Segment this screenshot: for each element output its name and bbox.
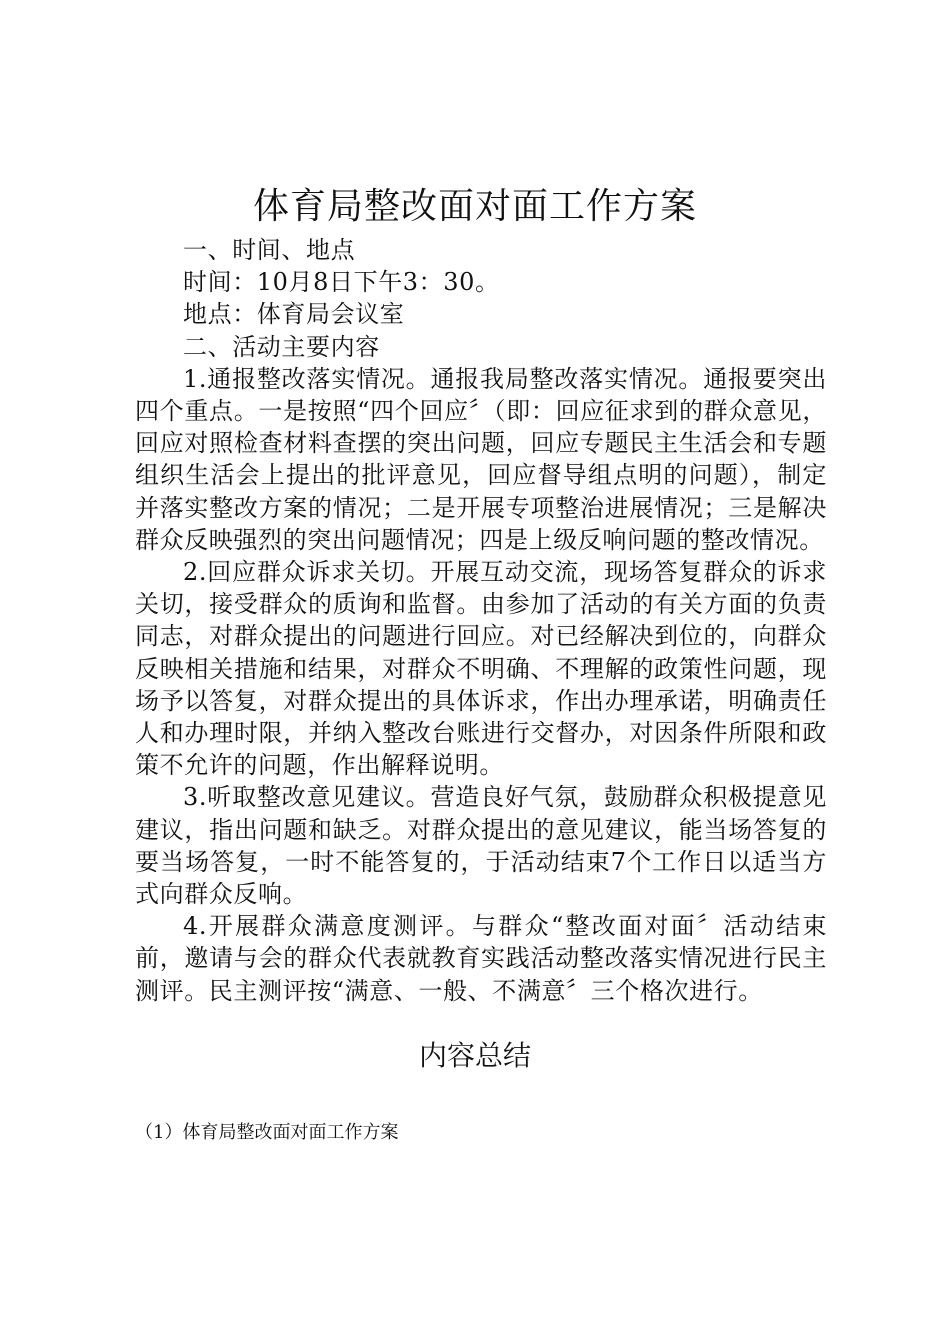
- place-line: 地点：体育局会议室: [183, 300, 405, 329]
- section-heading-main-content: 二、活动主要内容: [183, 332, 380, 361]
- document-title: 体育局整改面对面工作方案: [252, 186, 697, 227]
- paragraph-item-4: 4.开展群众满意度测评。与群众“整改面对面〞活动结束前，邀请与会的群众代表就教育实践活动整改落实情况进行民主测评。民主测评按“满意、一般、不满意〞三个格次进行。: [135, 912, 827, 1005]
- document-body: [135, 234, 827, 1007]
- paragraph-item-2: 2.回应群众诉求关切。开展互动交流，现场答复群众的诉求关切，接受群众的质询和监督。由参加了活动的有关方面的负责同志，对群众提出的问题进行回应。对已经解决到位的，向群众反映相关措施和结果，对群众不明确、不理解的政策性问题，现场予以答复，对群众提出的具体诉求，作出办理承诺，明确责任人和办理时限，并纳入整改台账进行交督办，对因条件所限和政策不允许的问题，作出解释说明。: [135, 558, 827, 780]
- time-line: 时间：10月8日下午3：30。: [183, 268, 500, 297]
- summary-heading: 内容总结: [418, 1039, 531, 1072]
- summary-item: （1）体育局整改面对面工作方案: [135, 1122, 399, 1143]
- section-heading-time-place: 一、时间、地点: [183, 236, 356, 264]
- paragraph-item-1: 1.通报整改落实情况。通报我局整改落实情况。通报要突出四个重点。一是按照“四个回应〞（即：回应征求到的群众意见，回应对照检查材料查摆的突出问题，回应专题民主生活会和专题组织生活会上提出的批评意见，回应督导组点明的问题），制定并落实整改方案的情况；二是开展专项整治进展情况；三是解决群众反映强烈的突出问题情况；四是上级反响问题的整改情况。: [135, 364, 827, 554]
- paragraph-item-3: 3.听取整改意见建议。营造良好气氛，鼓励群众积极提意见建议，指出问题和缺乏。对群众提出的意见建议，能当场答复的要当场答复，一时不能答复的，于活动结束7个工作日以适当方式向群众反响。: [135, 783, 827, 909]
